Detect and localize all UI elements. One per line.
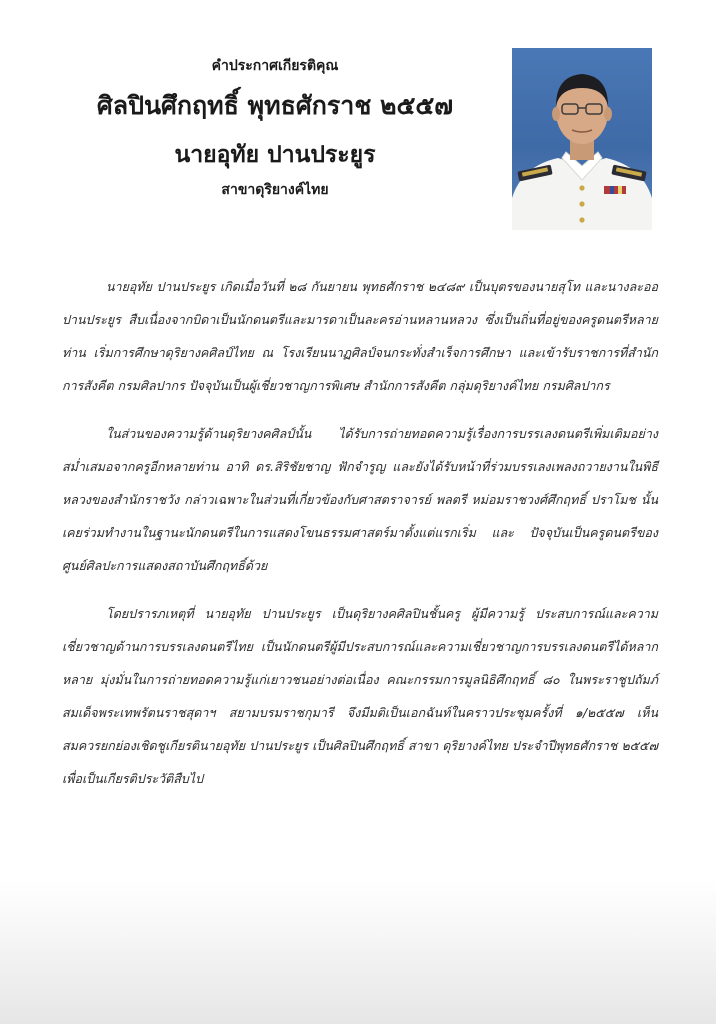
document-header xyxy=(60,52,490,200)
paragraph-3: โดยปรารภเหตุที่ นายอุทัย ปานประยูร เป็นดุริยางคศิลปินชั้นครู ผู้มีความรู้ ประสบการณ์และความเชี่ยวชาญด้านการบรรเลงดนตรีไทย เป็นนักดนตรีผู้มีประสบการณ์และความเชี่ยวชาญการบรรเลงดนตรีได้หลากหลาย มุ่งมั่นในการถ่ายทอดความรู้แก่เยาวชนอย่างต่อเนื่อง คณะกรรมการมูลนิธิศึกฤทธิ์ ๘๐ ในพระราชูปถัมภ์สมเด็จพระเทพรัตนราชสุดาฯ สยามบรมราชกุมารี จึงมีมติเป็นเอกฉันท์ในคราวประชุมครั้งที่ ๑/๒๕๕๗ เห็นสมควรยกย่องเชิดชูเกียรตินายอุทัย ปานประยูร เป็นศิลปินศึกฤทธิ์ สาขา ดุริยางค์ไทย ประจำปีพุทธศักราช ๒๕๕๗ เพื่อเป็นเกียรติประวัติสืบไป xyxy=(62,606,658,786)
portrait-figure xyxy=(512,48,652,230)
document-body xyxy=(62,270,658,810)
paragraph-1: นายอุทัย ปานประยูร เกิดเมื่อวันที่ ๒๘ กันยายน พุทธศักราช ๒๔๘๙ เป็นบุตรของนายสุโท และนางละออ ปานประยูร สืบเนื่องจากบิดาเป็นนักดนตรีและมารดาเป็นละครอ่านหลานหลวง ซึ่งเป็นถิ่นที่อยู่ของครูดนตรีหลายท่าน เริ่มการศึกษาดุริยางคศิลป์ไทย ณ โรงเรียนนาฏศิลป์จนกระทั่งสำเร็จการศึกษา และเข้ารับราชการที่สำนักการสังคีต กรมศิลปากร ปัจจุบันเป็นผู้เชี่ยวชาญการพิเศษ สำนักการสังคีต กลุ่มดุริยางค์ไทย กรมศิลปากร xyxy=(62,279,658,393)
portrait-photo xyxy=(512,48,652,230)
paragraph-2: ในส่วนของความรู้ด้านดุริยางคศิลป์นั้น ได้รับการถ่ายทอดความรู้เรื่องการบรรเลงดนตรีเพิ่มเติมอย่างสม่ำเสมอจากครูอีกหลายท่าน อาทิ ดร.สิริชัยชาญ ฟักจำรูญ และยังได้รับหน้าที่ร่วมบรรเลงเพลงถวายงานในพิธีหลวงของสำนักราชวัง กล่าวเฉพาะในส่วนที่เกี่ยวข้องกับศาสตราจารย์ พลตรี หม่อมราชวงศ์ศึกฤทธิ์ ปราโมช นั้น เคยร่วมทำงานในฐานะนักดนตรีในการแสดงโขนธรรมศาสตร์มาตั้งแต่แรกเริ่ม และ ปัจจุบันเป็นครูดนตรีของศูนย์ศิลปะการแสดงสถาบันศึกฤทธิ์ด้วย xyxy=(62,426,658,573)
honoree-name: นายอุทัย ปานประยูร xyxy=(174,142,376,168)
document-title: ศิลปินศึกฤทธิ์ พุทธศักราช ๒๕๕๗ xyxy=(96,91,454,120)
honoree-branch: สาขาดุริยางค์ไทย xyxy=(221,182,329,198)
document-subtitle: คำประกาศเกียรติคุณ xyxy=(211,58,339,74)
